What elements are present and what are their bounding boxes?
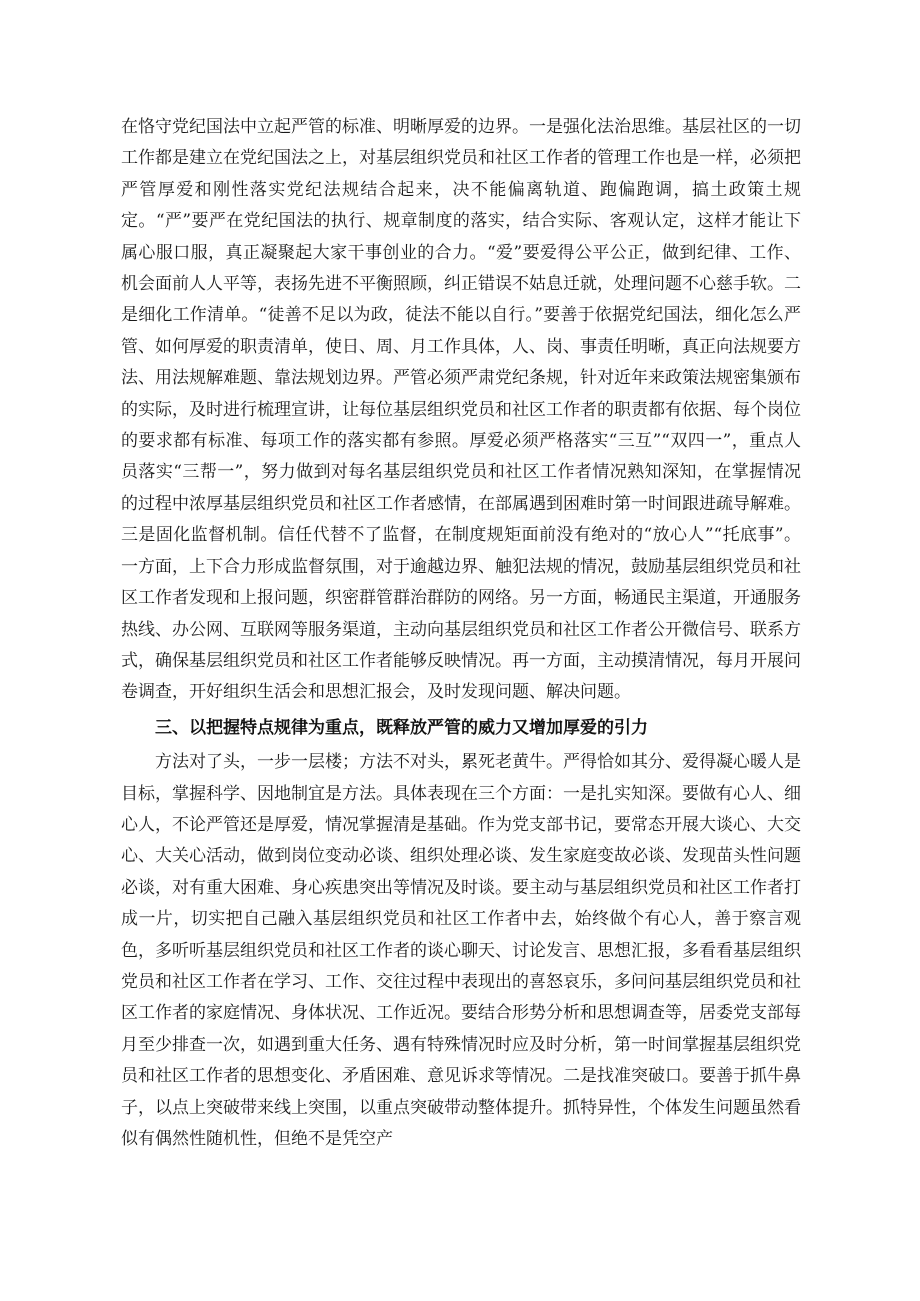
body-paragraph-section-three: 方法对了头，一步一层楼；方法不对头，累死老黄牛。严得恰如其分、爱得凝心暖人是目标，掌握科学、因地制宜是方法。具体表现在三个方面：一是扎实知深。要做有心人、细心人，不论严管还是厚爱，情况掌握清是基础。作为党支部书记，要常态开展大谈心、大交心、大关心活动，做到岗位变动必谈、组织处理必谈、发生家庭变故必谈、发现苗头性问题必谈，对有重大困难、身心疾患突出等情况及时谈。要主动与基层组织党员和社区工作者打成一片，切实把自己融入基层组织党员和社区工作者中去，始终做个有心人，善于察言观色，多听听基层组织党员和社区工作者的谈心聊天、讨论发言、思想汇报，多看看基层组织党员和社区工作者在学习、工作、交往过程中表现出的喜怒哀乐，多问问基层组织党员和社区工作者的家庭情况、身体状况、工作近况。要结合形势分析和思想调查等，居委党支部每月至少排查一次，如遇到重大任务、遇有特殊情况时应及时分析，第一时间掌握基层组织党员和社区工作者的思想变化、矛盾困难、意见诉求等情况。二是找准突破口。要善于抓牛鼻子，以点上突破带来线上突围，以重点突破带动整体提升。抓特异性，个体发生问题虽然看似有偶然性随机性，但绝不是凭空产 [121,752,801,1149]
section-heading-three: 三、以把握特点规律为重点，既释放严管的威力又增加厚爱的引力 [155,717,648,738]
document-body [121,112,801,1155]
body-paragraph-continued: 在恪守党纪国法中立起严管的标准、明晰厚爱的边界。一是强化法治思维。基层社区的一切工作都是建立在党纪国法之上，对基层组织党员和社区工作者的管理工作也是一样，必须把严管厚爱和刚性落实党纪法规结合起来，决不能偏离轨道、跑偏跑调，搞土政策土规定。“严”要严在党纪国法的执行、规章制度的落实，结合实际、客观认定，这样才能让下属心服口服，真正凝聚起大家干事创业的合力。“爱”要爱得公平公正，做到纪律、工作、机会面前人人平等，表扬先进不平衡照顾，纠正错误不姑息迁就，处理问题不心慈手软。二是细化工作清单。“徒善不足以为政，徒法不能以自行。”要善于依据党纪国法，细化怎么严管、如何厚爱的职责清单，使日、周、月工作具体，人、岗、事责任明晰，真正向法规要方法、用法规解难题、靠法规划边界。严管必须严肃党纪条规，针对近年来政策法规密集颁布的实际，及时进行梳理宣讲，让每位基层组织党员和社区工作者的职责都有依据、每个岗位的要求都有标准、每项工作的落实都有参照。厚爱必须严格落实“三互”“双四一”，重点人员落实“三帮一”，努力做到对每名基层组织党员和社区工作者情况熟知深知，在掌握情况的过程中浓厚基层组织党员和社区工作者感情，在部属遇到困难时第一时间跟进疏导解难。三是固化监督机制。信任代替不了监督，在制度规矩面前没有绝对的“放心人”“托底事”。一方面，上下合力形成监督氛围，对于逾越边界、触犯法规的情况，鼓励基层组织党员和社区工作者发现和上报问题，织密群管群治群防的网络。另一方面，畅通民主渠道，开通服务热线、办公网、互联网等服务渠道，主动向基层组织党员和社区工作者公开微信号、联系方式，确保基层组织党员和社区工作者能够反映情况。再一方面，主动摸清情况，每月开展问卷调查，开好组织生活会和思想汇报会，及时发现问题、解决问题。 [121,117,801,703]
